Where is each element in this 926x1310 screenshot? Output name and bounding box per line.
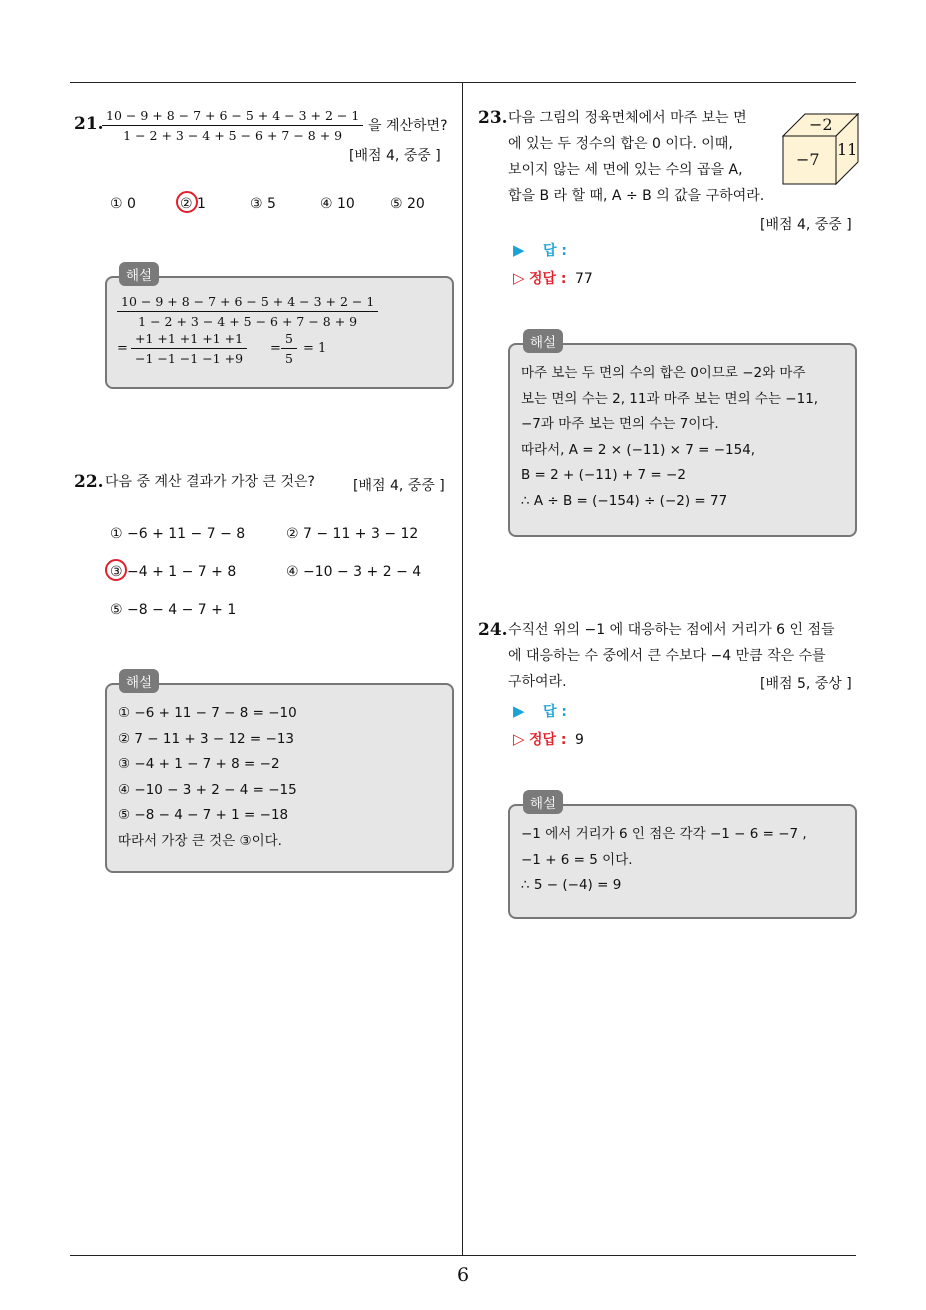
question-fraction: [102, 108, 363, 143]
correct-arrow-icon: ▷: [513, 730, 525, 748]
explain-f1-denominator: 1 − 2 + 3 − 4 + 5 − 6 + 7 − 8 + 9: [138, 314, 358, 329]
explain-fraction-2: [131, 331, 247, 366]
question-number: 24.: [478, 620, 508, 640]
correct-label: 정답 :: [529, 732, 567, 748]
question-number: 23.: [478, 108, 508, 128]
correct-arrow-icon: ▷: [513, 269, 525, 287]
explain-f3-denominator: 5: [285, 351, 293, 366]
explain-line: −1 + 6 = 5 이다.: [521, 851, 633, 868]
column-divider: [462, 82, 463, 1256]
explain-f3-numerator: 5: [281, 331, 297, 349]
explanation-tab: 해설: [523, 329, 563, 353]
choice-5[interactable]: ⑤ −8 − 4 − 7 + 1: [110, 602, 237, 618]
cube-top-value: −2: [809, 115, 833, 134]
choice-5[interactable]: ⑤ 20: [390, 196, 425, 212]
question-text: 다음 중 계산 결과가 가장 큰 것은?: [105, 474, 315, 490]
question-21: [74, 108, 459, 208]
explain-fraction-1: [117, 294, 378, 329]
explain-f1-numerator: 10 − 9 + 8 − 7 + 6 − 5 + 4 − 3 + 2 − 1: [117, 294, 378, 312]
question-line: 합을 B 라 할 때, A ÷ B 의 값을 구하여라.: [508, 188, 765, 204]
question-line: 에 있는 두 정수의 합은 0 이다. 이때,: [508, 136, 733, 152]
explanation-tab: 해설: [119, 262, 159, 286]
explanation-23-content: [521, 361, 818, 514]
top-rule: [70, 82, 856, 83]
points-label: [배점 4, 중중 ]: [353, 478, 445, 494]
explanation-tab: 해설: [523, 790, 563, 814]
explain-line: ④ −10 − 3 + 2 − 4 = −15: [118, 781, 297, 798]
choice-3[interactable]: ③ 5: [250, 196, 276, 212]
explain-line: ② 7 − 11 + 3 − 12 = −13: [118, 730, 294, 747]
explanation-22-content: [118, 701, 297, 854]
explain-equals: =: [117, 341, 128, 356]
explain-line: −7과 마주 보는 면의 수는 7이다.: [521, 416, 719, 432]
explain-line: 마주 보는 두 면의 수의 합은 0이므로 −2와 마주: [521, 365, 806, 381]
answer-label: 답 :: [543, 243, 567, 259]
question-line: 다음 그림의 정육면체에서 마주 보는 면: [508, 110, 747, 126]
choice-4[interactable]: ④ −10 − 3 + 2 − 4: [286, 564, 422, 580]
question-line: 수직선 위의 −1 에 대응하는 점에서 거리가 6 인 점들: [508, 622, 835, 638]
answer-arrow-icon: ▶: [513, 241, 525, 259]
fraction-denominator: 1 − 2 + 3 − 4 + 5 − 6 + 7 − 8 + 9: [123, 128, 343, 143]
explain-line: ⑤ −8 − 4 − 7 + 1 = −18: [118, 807, 289, 823]
choice-2[interactable]: ② 7 − 11 + 3 − 12: [286, 526, 419, 542]
explain-line: −1 에서 거리가 6 인 점은 각각 −1 − 6 = −7 ,: [521, 826, 807, 842]
answer-arrow-icon: ▶: [513, 702, 525, 720]
explain-line: ∴ A ÷ B = (−154) ÷ (−2) = 77: [521, 492, 728, 509]
question-text: [508, 105, 764, 209]
fraction-numerator: 10 − 9 + 8 − 7 + 6 − 5 + 4 − 3 + 2 − 1: [102, 108, 363, 126]
choice-3[interactable]: ③ −4 + 1 − 7 + 8: [110, 564, 237, 580]
explanation-24-content: [521, 822, 807, 899]
question-number: 21.: [74, 114, 104, 134]
explain-line: 따라서, A = 2 × (−11) × 7 = −154,: [521, 441, 756, 458]
page-number: 6: [456, 1264, 470, 1286]
selected-answer-mark: [176, 191, 198, 213]
question-line: 보이지 않는 세 면에 있는 수의 곱을 A,: [508, 162, 743, 178]
answer-row: [513, 701, 567, 721]
choice-1[interactable]: ① −6 + 11 − 7 − 8: [110, 526, 246, 542]
question-number: 22.: [74, 472, 104, 492]
question-line: 에 대응하는 수 중에서 큰 수보다 −4 만큼 작은 수를: [508, 648, 826, 664]
question-line: 구하여라.: [508, 674, 567, 690]
explain-line: ∴ 5 − (−4) = 9: [521, 877, 622, 893]
points-label: [배점 4, 중중 ]: [349, 148, 441, 164]
selected-answer-mark: [105, 559, 127, 581]
cube-front-value: −7: [796, 150, 820, 169]
answer-label: 답 :: [543, 704, 567, 720]
cube-diagram: [782, 112, 862, 187]
choice-1[interactable]: ① 0: [110, 196, 136, 212]
explanation-tab: 해설: [119, 669, 159, 693]
explain-f2-denominator: −1 −1 −1 −1 +9: [135, 351, 244, 366]
correct-value: 77: [574, 271, 593, 287]
correct-answer-row: [513, 729, 584, 749]
points-label: [배점 4, 중중 ]: [760, 217, 852, 233]
explain-line: 따라서 가장 큰 것은 ③이다.: [118, 832, 282, 849]
choice-2[interactable]: ② 1: [180, 196, 206, 212]
explain-result: = 1: [303, 341, 327, 356]
explain-line: 보는 면의 수는 2, 11과 마주 보는 면의 수는 −11,: [521, 390, 819, 407]
explain-fraction-3: [281, 331, 297, 366]
explain-equals-2: =: [270, 341, 281, 356]
bottom-rule: [70, 1255, 856, 1256]
answer-row: [513, 240, 567, 260]
cube-side-value: 11: [837, 140, 858, 159]
choice-4[interactable]: ④ 10: [320, 196, 355, 212]
explain-line: ③ −4 + 1 − 7 + 8 = −2: [118, 756, 280, 772]
explain-f2-numerator: +1 +1 +1 +1 +1: [131, 331, 247, 349]
correct-label: 정답 :: [529, 271, 567, 287]
explain-line: B = 2 + (−11) + 7 = −2: [521, 467, 686, 483]
explain-line: ① −6 + 11 − 7 − 8 = −10: [118, 705, 297, 721]
correct-answer-row: [513, 268, 593, 288]
points-label: [배점 5, 중상 ]: [760, 676, 852, 692]
correct-value: 9: [574, 732, 584, 748]
question-suffix: 을 계산하면?: [368, 118, 448, 134]
